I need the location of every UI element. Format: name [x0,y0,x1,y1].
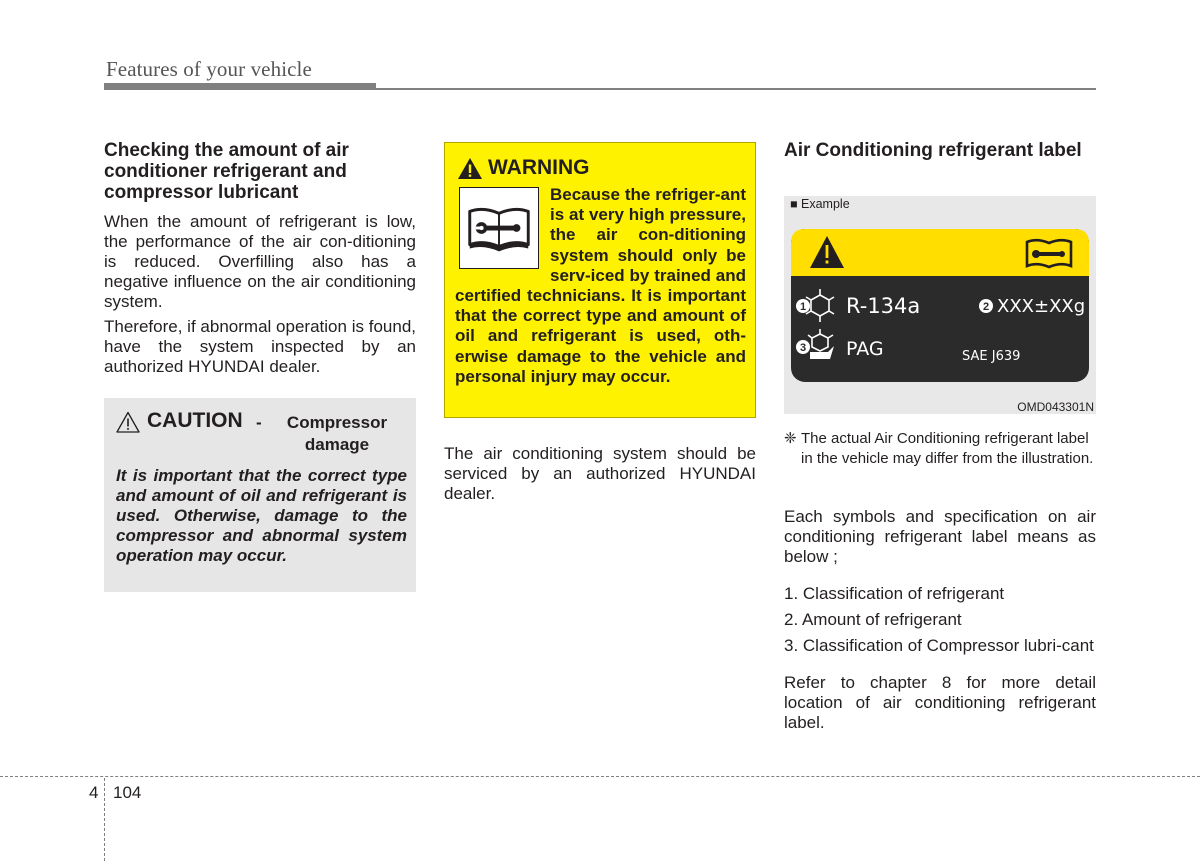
warning-triangle-icon [457,157,483,180]
label-lubricant-type: PAG [846,338,884,360]
refrigerant-label-illustration [784,196,1096,414]
caution-subtitle: Compressor damage [286,413,388,454]
column-1 [104,140,416,377]
caution-box [104,398,416,592]
section-heading-refrigerant-label: Air Conditioning refrigerant label [784,140,1082,161]
image-code: OMD043301N [1017,400,1094,414]
section-heading-refrigerant-check: Checking the amount of air conditioner refrigerant and compressor lubricant [104,140,349,203]
paragraph-symbols-meaning: Each symbols and specification on air conditioning refrigerant label means as below ; [784,507,1096,566]
chapter-number: 4 [89,783,99,802]
warning-word: WARNING [488,156,590,179]
list-item: 1. Classification of refrigerant [784,584,1005,603]
label-num-2: 2 [982,301,990,313]
label-refrigerant-amount: XXX±XXg [997,296,1086,317]
list-item: 3. Classification of Compressor lubri-cant [784,636,1094,655]
label-num-1: 1 [799,301,807,313]
header-rule-thick [104,83,376,90]
footer-dashed-divider [104,778,105,861]
label-num-3: 3 [799,342,807,354]
note-text: The actual Air Conditioning refrigerant label in the vehicle may differ from the illustration. [801,430,1094,467]
caution-triangle-icon [116,411,140,433]
caution-text: It is important that the correct type and amount of oil and refrigerant is used. Otherwise, damage to the compressor and abnormal system operation may occur. [116,466,407,565]
label-refrigerant-type: R-134a [846,294,921,318]
column-3-body [784,507,1096,733]
caution-word: CAUTION [147,409,243,432]
paragraph-refrigerant-low: When the amount of refrigerant is low, the performance of the air con-ditioning is reduced. Overfilling also has a negative influence on the air conditioning system. [104,212,416,311]
paragraph-refer-chapter-8: Refer to chapter 8 for more detail location of air conditioning refrigerant label. [784,673,1096,732]
caution-dash: - [256,413,262,432]
running-header: Features of your vehicle [106,57,312,81]
paragraph-have-inspected: Therefore, if abnormal operation is found, have the system inspected by an authorized HYUNDAI dealer. [104,317,416,376]
warning-text [455,185,746,387]
paragraph-serviced-by-dealer: The air conditioning system should be serviced by an authorized HYUNDAI dealer. [444,444,756,503]
warning-text-content: Because the refriger-ant is at very high pressure, the air con-ditioning system should only be serv-iced by trained and certified technicians. It is important that the correct type and amount of oil and refrigerant is used, oth-erwise damage to the vehicle and personal injury may occur. [455,185,746,386]
footer-dashed-rule [0,776,1200,777]
note-symbol: ❈ [784,430,797,447]
caution-header [116,408,407,454]
label-note [784,429,1096,468]
label-standard: SAE J639 [962,349,1021,364]
header-rule-thin [376,88,1096,90]
example-caption: ■ Example [790,197,850,211]
list-item: 2. Amount of refrigerant [784,610,962,629]
page-number: 104 [113,783,142,802]
warning-box [444,142,756,418]
refrigerant-label-image [790,228,1090,383]
